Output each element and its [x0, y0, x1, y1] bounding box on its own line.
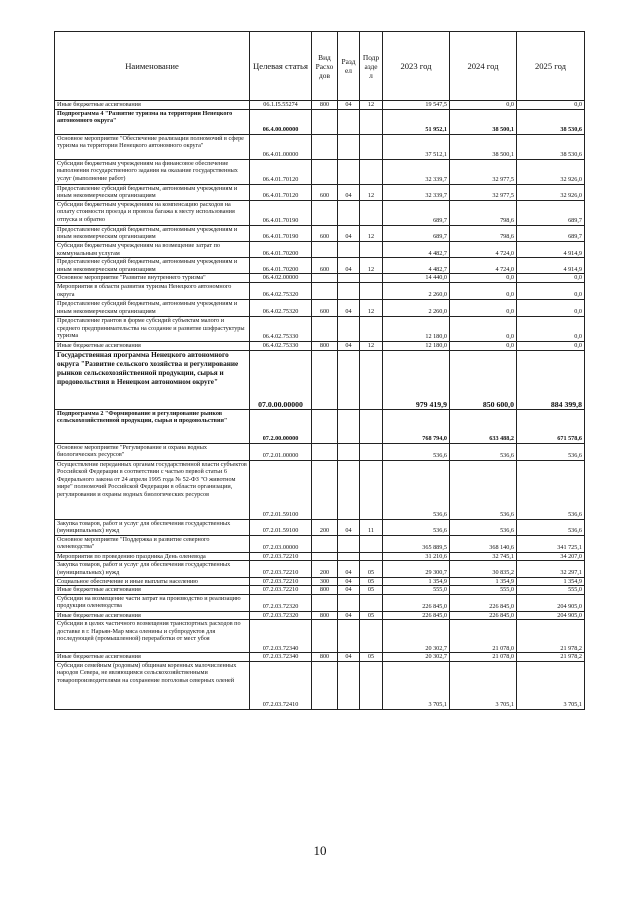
row-2025-cell: 21 978,2: [517, 620, 585, 653]
row-2025-cell: 689,7: [517, 200, 585, 225]
table-row: [55, 299, 585, 316]
row-2024-cell: 3 705,1: [450, 661, 517, 709]
row-2024-cell: 226 845,0: [450, 594, 517, 611]
row-2025-cell: 204 905,0: [517, 611, 585, 620]
row-name-cell: Иные бюджетные ассигнования: [55, 586, 250, 595]
row-2023-cell: 689,7: [383, 225, 450, 241]
row-name-cell: Иные бюджетные ассигнования: [55, 611, 250, 620]
table-row: [55, 552, 585, 561]
row-name-cell: Государственная программа Ненецкого автономного округа "Развитие сельского хозяйства и регулирование рынков сельскохозяйственной продукции, сырья и продовольствия в Ненецком автономном округе": [55, 350, 250, 409]
row-name-cell: Основное мероприятие "Развитие внутреннего туризма": [55, 274, 250, 283]
row-2023-cell: 3 705,1: [383, 661, 450, 709]
row-exp-type-cell: 800: [312, 101, 338, 110]
row-2025-cell: 341 725,1: [517, 535, 585, 552]
table-row: [55, 101, 585, 110]
row-target-cell: 07.2.03.72410: [250, 661, 312, 709]
row-section-cell: [338, 134, 360, 159]
row-section-cell: [338, 409, 360, 443]
table-row: [55, 241, 585, 257]
row-2024-cell: 0,0: [450, 341, 517, 350]
row-subsection-cell: 11: [360, 519, 383, 535]
row-2025-cell: 555,0: [517, 586, 585, 595]
row-2025-cell: 1 354,9: [517, 577, 585, 586]
row-name-cell: Осуществление переданных органам государственной власти субъектов Российской Федерации в соответствии с частью первой статьи 6 Федерального закона от 24 апреля 1995 года № 52-ФЗ "О животном мире" полномочий Российской Федерации в области организации, регулирования и охраны водных биологических ресурсов: [55, 460, 250, 519]
row-2025-cell: 884 399,8: [517, 350, 585, 409]
table-row: [55, 350, 585, 409]
row-section-cell: [338, 109, 360, 134]
row-subsection-cell: [360, 159, 383, 184]
row-2025-cell: 32 297,1: [517, 561, 585, 577]
row-target-cell: 06.4.01.70190: [250, 225, 312, 241]
row-section-cell: 04: [338, 101, 360, 110]
row-exp-type-cell: [312, 316, 338, 341]
row-exp-type-cell: 200: [312, 519, 338, 535]
row-2024-cell: 536,6: [450, 460, 517, 519]
header-2023: 2023 год: [383, 32, 450, 101]
row-section-cell: 04: [338, 341, 360, 350]
table-row: [55, 535, 585, 552]
row-2023-cell: 1 354,9: [383, 577, 450, 586]
row-2024-cell: 30 835,2: [450, 561, 517, 577]
row-subsection-cell: [360, 661, 383, 709]
table-row: [55, 561, 585, 577]
row-2024-cell: 0,0: [450, 101, 517, 110]
table-row: [55, 200, 585, 225]
row-section-cell: 04: [338, 577, 360, 586]
row-2024-cell: 798,6: [450, 225, 517, 241]
row-name-cell: Предоставление субсидий бюджетным, автономным учреждениям и иным некоммерческим организациям: [55, 225, 250, 241]
row-section-cell: [338, 460, 360, 519]
row-subsection-cell: [360, 594, 383, 611]
row-2024-cell: 4 724,0: [450, 258, 517, 274]
row-2025-cell: 0,0: [517, 101, 585, 110]
row-2023-cell: 31 210,6: [383, 552, 450, 561]
table-row: [55, 611, 585, 620]
row-name-cell: Основное мероприятие "Обеспечение реализации полномочий в сфере туризма на территории Ненецкого автономного округа": [55, 134, 250, 159]
row-target-cell: 07.2.03.72210: [250, 586, 312, 595]
row-target-cell: 06.4.01.70120: [250, 159, 312, 184]
row-2024-cell: 1 354,9: [450, 577, 517, 586]
row-subsection-cell: [360, 274, 383, 283]
table-row: [55, 519, 585, 535]
row-subsection-cell: 05: [360, 577, 383, 586]
row-2024-cell: 32 977,5: [450, 184, 517, 200]
row-subsection-cell: [360, 134, 383, 159]
row-exp-type-cell: 200: [312, 561, 338, 577]
row-name-cell: Иные бюджетные ассигнования: [55, 101, 250, 110]
row-subsection-cell: 12: [360, 184, 383, 200]
row-exp-type-cell: 300: [312, 577, 338, 586]
row-exp-type-cell: [312, 241, 338, 257]
row-subsection-cell: 12: [360, 299, 383, 316]
row-target-cell: 06.4.00.00000: [250, 109, 312, 134]
table-row: [55, 653, 585, 662]
row-2025-cell: 536,6: [517, 460, 585, 519]
row-exp-type-cell: [312, 274, 338, 283]
table-row: [55, 409, 585, 443]
row-2024-cell: 21 078,0: [450, 653, 517, 662]
row-exp-type-cell: [312, 535, 338, 552]
row-section-cell: 04: [338, 184, 360, 200]
row-2023-cell: 4 482,7: [383, 241, 450, 257]
table-row: [55, 661, 585, 709]
row-exp-type-cell: [312, 282, 338, 299]
row-name-cell: Закупка товаров, работ и услуг для обеспечения государственных (муниципальных) нужд: [55, 519, 250, 535]
row-name-cell: Мероприятия по проведению праздника День оленевода: [55, 552, 250, 561]
row-subsection-cell: [360, 552, 383, 561]
row-exp-type-cell: [312, 552, 338, 561]
row-target-cell: 06.1.I5.55274: [250, 101, 312, 110]
row-name-cell: Субсидии в целях частичного возмещения транспортных расходов по доставке в г. Нарьян-Мар мяса оленины и субпродуктов для последующей (промышленной) переработки от мест убоя: [55, 620, 250, 653]
row-subsection-cell: [360, 460, 383, 519]
header-target: Целевая статья: [250, 32, 312, 101]
row-name-cell: Подпрограмма 2 "Формирование и регулирование рынков сельскохозяйственной продукции, сырья и продовольствия": [55, 409, 250, 443]
row-target-cell: 07.2.03.72320: [250, 594, 312, 611]
table-row: [55, 258, 585, 274]
row-name-cell: Мероприятия в области развития туризма Ненецкого автономного округа: [55, 282, 250, 299]
table-row: [55, 620, 585, 653]
row-target-cell: 06.4.02.75330: [250, 316, 312, 341]
row-name-cell: Иные бюджетные ассигнования: [55, 653, 250, 662]
row-name-cell: Предоставление субсидий бюджетным, автономным учреждениям и иным некоммерческим организациям: [55, 299, 250, 316]
row-section-cell: [338, 241, 360, 257]
row-2025-cell: 0,0: [517, 299, 585, 316]
row-target-cell: 07.2.03.72210: [250, 552, 312, 561]
row-section-cell: 04: [338, 611, 360, 620]
table-header-row: [55, 32, 585, 101]
row-2023-cell: 12 180,0: [383, 316, 450, 341]
row-2024-cell: 536,6: [450, 443, 517, 460]
row-subsection-cell: 12: [360, 225, 383, 241]
row-2025-cell: 536,6: [517, 519, 585, 535]
row-target-cell: 07.0.00.00000: [250, 350, 312, 409]
row-subsection-cell: 12: [360, 258, 383, 274]
row-subsection-cell: 05: [360, 611, 383, 620]
row-2023-cell: 536,6: [383, 519, 450, 535]
row-name-cell: Предоставление субсидий бюджетным, автономным учреждениям и иным некоммерческим организациям: [55, 184, 250, 200]
row-section-cell: 04: [338, 653, 360, 662]
row-2025-cell: 689,7: [517, 225, 585, 241]
row-2025-cell: 0,0: [517, 274, 585, 283]
row-2023-cell: 365 889,5: [383, 535, 450, 552]
header-name: Наименование: [55, 32, 250, 101]
row-2023-cell: 14 440,0: [383, 274, 450, 283]
row-exp-type-cell: [312, 594, 338, 611]
row-2025-cell: 3 705,1: [517, 661, 585, 709]
row-section-cell: [338, 661, 360, 709]
table-row: [55, 134, 585, 159]
row-target-cell: 06.4.01.00000: [250, 134, 312, 159]
row-2023-cell: 29 300,7: [383, 561, 450, 577]
row-name-cell: Субсидии бюджетным учреждениям на компенсацию расходов на оплату стоимости проезда и провоза багажа к месту использования отпуска и обратно: [55, 200, 250, 225]
row-target-cell: 06.4.02.75320: [250, 299, 312, 316]
row-target-cell: 07.2.03.72320: [250, 611, 312, 620]
row-subsection-cell: 05: [360, 561, 383, 577]
header-2025: 2025 год: [517, 32, 585, 101]
row-2024-cell: 32 977,5: [450, 159, 517, 184]
row-subsection-cell: [360, 241, 383, 257]
row-2023-cell: 12 180,0: [383, 341, 450, 350]
row-subsection-cell: [360, 620, 383, 653]
row-2023-cell: 20 302,7: [383, 620, 450, 653]
table-row: [55, 586, 585, 595]
row-section-cell: [338, 350, 360, 409]
row-exp-type-cell: [312, 620, 338, 653]
row-2024-cell: 21 078,0: [450, 620, 517, 653]
row-section-cell: [338, 274, 360, 283]
row-2025-cell: 34 207,0: [517, 552, 585, 561]
row-target-cell: 06.4.02.00000: [250, 274, 312, 283]
row-target-cell: 07.2.03.72210: [250, 577, 312, 586]
row-section-cell: [338, 200, 360, 225]
row-exp-type-cell: 600: [312, 225, 338, 241]
row-subsection-cell: [360, 109, 383, 134]
table-row: [55, 316, 585, 341]
row-2024-cell: 850 600,0: [450, 350, 517, 409]
row-2023-cell: 20 302,7: [383, 653, 450, 662]
row-name-cell: Подпрограмма 4 "Развитие туризма на территории Ненецкого автономного округа": [55, 109, 250, 134]
row-exp-type-cell: [312, 661, 338, 709]
row-2023-cell: 19 547,5: [383, 101, 450, 110]
row-2023-cell: 51 952,1: [383, 109, 450, 134]
row-section-cell: [338, 535, 360, 552]
row-2024-cell: 798,6: [450, 200, 517, 225]
table-row: [55, 460, 585, 519]
row-2025-cell: 0,0: [517, 316, 585, 341]
row-section-cell: 04: [338, 561, 360, 577]
row-2025-cell: 32 926,0: [517, 184, 585, 200]
row-name-cell: Предоставление грантов в форме субсидий субъектам малого и среднего предпринимательства на создание и развитие шэфрастуктуры туризма: [55, 316, 250, 341]
row-target-cell: 06.4.01.70200: [250, 241, 312, 257]
row-2025-cell: 536,6: [517, 443, 585, 460]
table-row: [55, 577, 585, 586]
row-section-cell: [338, 282, 360, 299]
row-exp-type-cell: 800: [312, 586, 338, 595]
row-2023-cell: 4 482,7: [383, 258, 450, 274]
row-2025-cell: 21 978,2: [517, 653, 585, 662]
row-2025-cell: 38 530,6: [517, 109, 585, 134]
table-row: [55, 159, 585, 184]
row-subsection-cell: 12: [360, 101, 383, 110]
row-2023-cell: 555,0: [383, 586, 450, 595]
row-exp-type-cell: [312, 159, 338, 184]
row-2023-cell: 768 794,0: [383, 409, 450, 443]
row-2023-cell: 226 845,0: [383, 594, 450, 611]
row-exp-type-cell: [312, 350, 338, 409]
row-target-cell: 07.2.03.00000: [250, 535, 312, 552]
row-2024-cell: 38 500,1: [450, 109, 517, 134]
row-section-cell: [338, 620, 360, 653]
row-exp-type-cell: 600: [312, 184, 338, 200]
row-exp-type-cell: [312, 134, 338, 159]
row-section-cell: [338, 159, 360, 184]
row-2023-cell: 2 260,0: [383, 282, 450, 299]
row-target-cell: 07.2.03.72340: [250, 620, 312, 653]
row-2023-cell: 37 512,1: [383, 134, 450, 159]
row-2024-cell: 633 488,2: [450, 409, 517, 443]
row-section-cell: [338, 594, 360, 611]
header-exp-type: Вид Расхо дов: [312, 32, 338, 101]
row-2024-cell: 4 724,0: [450, 241, 517, 257]
row-2023-cell: 32 339,7: [383, 159, 450, 184]
row-name-cell: Иные бюджетные ассигнования: [55, 341, 250, 350]
row-subsection-cell: 12: [360, 341, 383, 350]
row-name-cell: Субсидии бюджетным учреждениям на финансовое обеспечение выполнения государственного задания на оказание государственных услуг (выполнение работ): [55, 159, 250, 184]
row-target-cell: 07.2.03.72340: [250, 653, 312, 662]
row-2023-cell: 536,6: [383, 460, 450, 519]
table-row: [55, 225, 585, 241]
budget-table: [54, 31, 585, 710]
row-2024-cell: 368 140,6: [450, 535, 517, 552]
row-2025-cell: 671 578,6: [517, 409, 585, 443]
row-exp-type-cell: [312, 460, 338, 519]
table-row: [55, 282, 585, 299]
table-row: [55, 109, 585, 134]
row-exp-type-cell: [312, 443, 338, 460]
row-section-cell: 04: [338, 258, 360, 274]
header-subsection: Подр азде л: [360, 32, 383, 101]
table-row: [55, 341, 585, 350]
row-target-cell: 06.4.01.70200: [250, 258, 312, 274]
row-target-cell: 07.2.00.00000: [250, 409, 312, 443]
row-subsection-cell: [360, 316, 383, 341]
row-2023-cell: 689,7: [383, 200, 450, 225]
budget-table-container: [54, 31, 584, 710]
table-row: [55, 443, 585, 460]
row-2023-cell: 2 260,0: [383, 299, 450, 316]
row-section-cell: [338, 552, 360, 561]
row-exp-type-cell: [312, 109, 338, 134]
table-row: [55, 184, 585, 200]
row-target-cell: 07.2.03.72210: [250, 561, 312, 577]
row-target-cell: 07.2.01.59100: [250, 519, 312, 535]
row-2025-cell: 4 914,9: [517, 258, 585, 274]
header-2024: 2024 год: [450, 32, 517, 101]
row-subsection-cell: 05: [360, 586, 383, 595]
row-subsection-cell: 05: [360, 653, 383, 662]
row-name-cell: Основное мероприятие "Поддержка и развитие северного оленеводства": [55, 535, 250, 552]
row-2024-cell: 0,0: [450, 282, 517, 299]
row-2024-cell: 0,0: [450, 316, 517, 341]
row-subsection-cell: [360, 350, 383, 409]
row-2024-cell: 0,0: [450, 274, 517, 283]
header-section: Разд ел: [338, 32, 360, 101]
table-body: [55, 101, 585, 710]
row-target-cell: 07.2.01.59100: [250, 460, 312, 519]
table-row: [55, 594, 585, 611]
row-name-cell: Социальное обеспечение и иные выплаты населению: [55, 577, 250, 586]
row-subsection-cell: [360, 443, 383, 460]
row-exp-type-cell: [312, 200, 338, 225]
row-exp-type-cell: 800: [312, 341, 338, 350]
row-name-cell: Закупка товаров, работ и услуг для обеспечения государственных (муниципальных) нужд: [55, 561, 250, 577]
row-subsection-cell: [360, 282, 383, 299]
row-section-cell: [338, 316, 360, 341]
row-exp-type-cell: 800: [312, 611, 338, 620]
row-2025-cell: 38 530,6: [517, 134, 585, 159]
row-exp-type-cell: 800: [312, 653, 338, 662]
row-name-cell: Субсидии семейным (родовым) общинам коренных малочисленных народов Севера, не являющимся сельскохозяйственными товаропроизводителями на сохранение поголовья северных оленей: [55, 661, 250, 709]
row-section-cell: 04: [338, 586, 360, 595]
row-2023-cell: 536,6: [383, 443, 450, 460]
row-target-cell: 07.2.01.00000: [250, 443, 312, 460]
page-number: 10: [313, 843, 327, 858]
row-section-cell: 04: [338, 519, 360, 535]
row-exp-type-cell: 600: [312, 258, 338, 274]
row-2025-cell: 0,0: [517, 282, 585, 299]
row-name-cell: Предоставление субсидий бюджетным, автономным учреждениям и иным некоммерческим организациям: [55, 258, 250, 274]
row-target-cell: 06.4.02.75330: [250, 341, 312, 350]
row-2024-cell: 32 745,1: [450, 552, 517, 561]
row-2025-cell: 204 905,0: [517, 594, 585, 611]
row-subsection-cell: [360, 409, 383, 443]
row-section-cell: [338, 443, 360, 460]
row-exp-type-cell: [312, 409, 338, 443]
row-2023-cell: 979 419,9: [383, 350, 450, 409]
row-name-cell: Субсидии на возмещение части затрат на производство и реализацию продукции оленеводства: [55, 594, 250, 611]
row-2025-cell: 0,0: [517, 341, 585, 350]
row-name-cell: Основное мероприятие "Регулирование и охрана водных биологических ресурсов": [55, 443, 250, 460]
row-target-cell: 06.4.01.70190: [250, 200, 312, 225]
row-2023-cell: 32 339,7: [383, 184, 450, 200]
row-exp-type-cell: 600: [312, 299, 338, 316]
row-2025-cell: 4 914,9: [517, 241, 585, 257]
row-2025-cell: 32 926,0: [517, 159, 585, 184]
row-section-cell: 04: [338, 225, 360, 241]
row-name-cell: Субсидии бюджетным учреждениям на возмещение затрат по коммунальным услугам: [55, 241, 250, 257]
row-2023-cell: 226 845,0: [383, 611, 450, 620]
row-2024-cell: 536,6: [450, 519, 517, 535]
row-2024-cell: 555,0: [450, 586, 517, 595]
row-2024-cell: 0,0: [450, 299, 517, 316]
row-subsection-cell: [360, 535, 383, 552]
row-target-cell: 06.4.01.70120: [250, 184, 312, 200]
row-2024-cell: 38 500,1: [450, 134, 517, 159]
table-row: [55, 274, 585, 283]
row-2024-cell: 226 845,0: [450, 611, 517, 620]
row-subsection-cell: [360, 200, 383, 225]
row-target-cell: 06.4.02.75320: [250, 282, 312, 299]
row-section-cell: 04: [338, 299, 360, 316]
